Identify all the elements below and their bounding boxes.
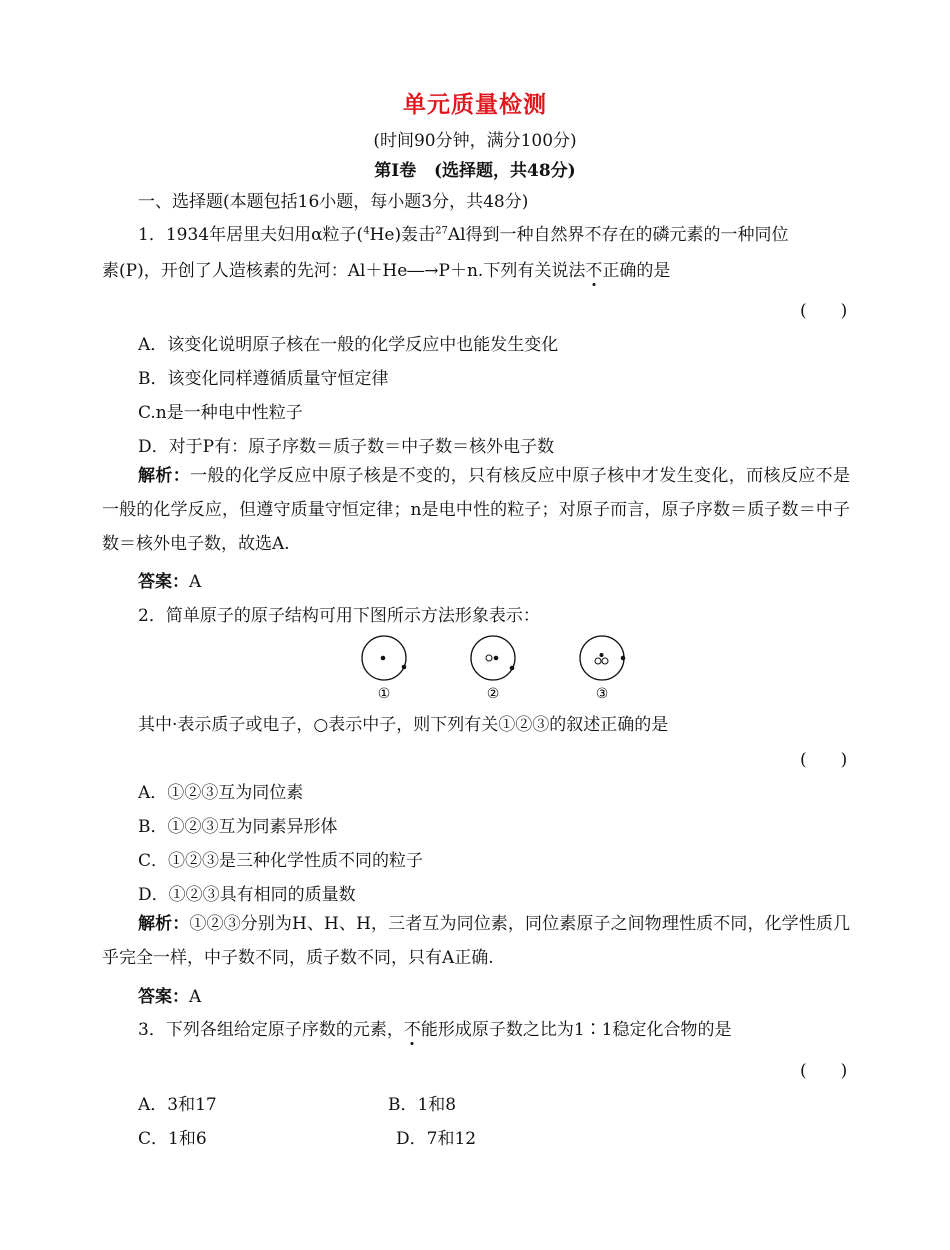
q3-emphasis: 不: [403, 1020, 421, 1040]
q1-answer: [138, 567, 201, 592]
q2-analysis: [102, 907, 850, 975]
q1-option-b: B．该变化同样遵循质量守恒定律: [138, 369, 389, 389]
q1-option-d: D．对于P有：原子序数＝质子数＝中子数＝核外电子数: [138, 437, 555, 457]
atom-2-proton: [494, 656, 499, 661]
atom-1-proton: [381, 656, 386, 661]
q3-text-b: 能形成原子数之比为1∶1稳定化合物的是: [420, 1020, 732, 1040]
q3-option-d: D．7和12: [396, 1129, 477, 1149]
q2-option-b: B．①②③互为同素异形体: [138, 817, 338, 837]
part-heading: 一、选择题(本题包括16小题，每小题3分，共48分): [138, 192, 529, 212]
atom-2-shell: [471, 636, 515, 680]
q1-option-c: C.n是一种电中性粒子: [138, 403, 303, 423]
q3-option-b: B．1和8: [388, 1095, 457, 1115]
q1-text-c: Al得到一种自然界不存在的磷元素的一种同位: [447, 225, 789, 245]
q3-answer-blank: ( ): [800, 1061, 848, 1081]
section-desc: (选择题，共48分): [433, 161, 576, 181]
q1-answer-label: 答案：: [138, 572, 189, 592]
section-heading: [0, 156, 950, 181]
q1-analysis-text: 一般的化学反应中原子核是不变的，只有核反应中原子核中才发生变化，而核反应不是一般的化学反应，但遵守质量守恒定律；n是电中性的粒子；对原子而言，原子序数＝质子数＝中子数＝核外电子数，故选A.: [102, 466, 850, 554]
atom-diagram-3: [580, 636, 625, 702]
atom-3-neutron-b: [602, 658, 608, 664]
q2-option-a: A．①②③互为同位素: [138, 783, 304, 803]
q1-answer-value: A: [189, 572, 202, 592]
q2-option-c: C．①②③是三种化学性质不同的粒子: [138, 851, 424, 871]
atom-diagram-1: [362, 636, 406, 702]
atom-3-proton: [600, 653, 604, 657]
figure-label-1: ①: [377, 686, 391, 702]
atom-1-electron: [402, 665, 407, 670]
atom-3-shell: [580, 636, 624, 680]
q1-analysis: [102, 459, 850, 561]
q1-text-e: 正确的是: [602, 261, 671, 281]
atom-3-neutron-a: [595, 658, 601, 664]
q2-option-d: D．①②③具有相同的质量数: [138, 885, 356, 905]
q1-sup-a: 4: [363, 225, 370, 237]
q2-answer-blank: ( ): [800, 750, 848, 770]
q1-text-a: 1．1934年居里夫妇用α粒子(: [138, 225, 364, 245]
section-label: 第Ⅰ卷: [374, 161, 417, 181]
q1-answer-blank: ( ): [800, 301, 848, 321]
q1-emphasis: 不: [585, 261, 603, 281]
q1-analysis-label: 解析：: [138, 466, 191, 486]
q2-stem: 2．简单原子的原子结构可用下图所示方法形象表示：: [138, 606, 540, 626]
atom-3-electron: [621, 656, 626, 661]
q1-stem-line2: [102, 256, 670, 281]
figure-label-2: ②: [486, 686, 500, 702]
figure-label-3: ③: [595, 686, 609, 702]
q3-option-a: A．3和17: [138, 1095, 217, 1115]
q2-analysis-label: 解析：: [138, 914, 190, 934]
q3-stem: [138, 1015, 731, 1040]
q2-analysis-text: ①②③分别为H、H、H，三者互为同位素，同位素原子之间物理性质不同，化学性质几乎完全一样，中子数不同，质子数不同，只有A正确.: [102, 914, 851, 968]
q1-sup-b: 27: [435, 225, 448, 237]
q2-answer-value: A: [189, 987, 202, 1007]
q2-description: 其中·表示质子或电子，○表示中子，则下列有关①②③的叙述正确的是: [138, 715, 669, 735]
q3-option-c: C．1和6: [138, 1129, 207, 1149]
q1-text-d: 素(P)，开创了人造核素的先河：Al＋He―→P＋n.下列有关说法: [102, 261, 586, 281]
q1-text-b: He)轰击: [369, 225, 436, 245]
subtitle: (时间90分钟，满分100分): [373, 131, 577, 151]
atom-2-neutron: [486, 655, 492, 661]
q1-option-a: A．该变化说明原子核在一般的化学反应中也能发生变化: [138, 335, 559, 355]
page-title: 单元质量检测: [403, 91, 547, 118]
atom-diagram-2: [471, 636, 515, 702]
atom-2-electron: [510, 666, 515, 671]
q2-answer: [138, 982, 201, 1007]
q2-answer-label: 答案：: [138, 987, 189, 1007]
q1-stem-line1: [138, 220, 789, 245]
q3-text-a: 3．下列各组给定原子序数的元素，: [138, 1020, 404, 1040]
atom-structure-figure: [350, 630, 640, 706]
